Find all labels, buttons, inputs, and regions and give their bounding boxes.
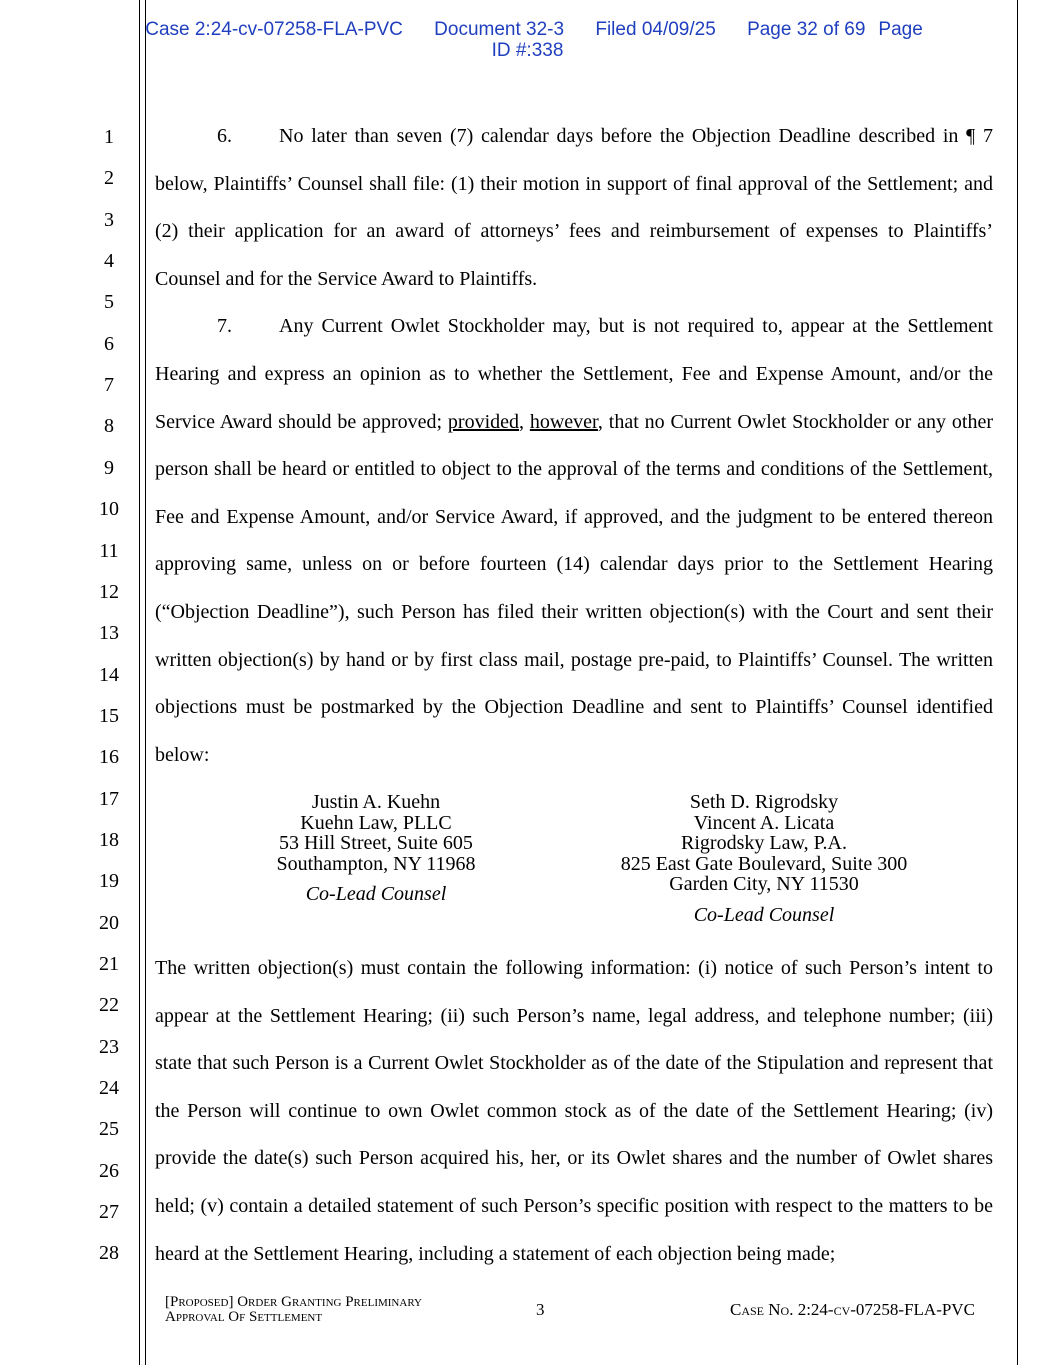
ecf-page-id: ID #:338 <box>491 40 564 61</box>
paragraph-7-text-b: , that no Current Owlet Stockholder or any other person shall be heard or entitled to object to the approval of the terms and conditions of the Settlement, Fee and Expense Amount, and/or Service Award, if approved, and the judgment to be entered thereon approving same, unless on or before fourteen (14) calendar days prior to the Settlement Hearing (“Objection Deadline”), such Person has filed their written objection(s) with the Court and sent their written objection(s) by hand or by first class mail, postage pre-paid, to Plaintiffs’ Counsel. The written objections must be postmarked by the Objection Deadline and sent to Plaintiffs’ Counsel identified below: <box>155 410 993 766</box>
ecf-page-label: Page <box>878 19 923 40</box>
counsel-line: 53 Hill Street, Suite 605 <box>279 832 473 855</box>
line-number: 11 <box>99 539 119 562</box>
line-number: 25 <box>99 1118 119 1141</box>
line-number: 3 <box>104 208 114 231</box>
provided-comma: , <box>519 410 530 433</box>
objection-requirements-paragraph: The written objection(s) must contain the following information: (i) notice of such Person’s intent to appear at the Settlement Hearing; (ii) such Person’s name, legal address, and telephone number; (iii) state that such Person is a Current Owlet Stockholder as of the date of the Stipulation and represent that the Person will continue to own Owlet common stock as of the date of the Settlement Hearing; (iv) provide the date(s) such Person acquired his, her, or its Owlet shares and the number of Owlet shares held; (v) contain a detailed statement of such Person’s specific position with respect to the matters to be heard at the Settlement Hearing, including a statement of each objection being made; <box>155 957 993 1265</box>
line-number: 20 <box>99 911 119 934</box>
paragraph-6-text: No later than seven (7) calendar days before the Objection Deadline described in ¶ 7 below, Plaintiffs’ Counsel shall file: (1) their motion in support of final approval of the Settlement; and (2) their application for an award of attorneys’ fees and reimbursement of expenses to Plaintiffs’ Counsel and for the Service Award to Plaintiffs. <box>155 125 993 290</box>
right-margin-rule <box>1017 0 1018 1365</box>
ecf-filed-date: Filed 04/09/25 <box>595 19 716 40</box>
line-number: 10 <box>99 498 119 521</box>
counsel-line: Southampton, NY 11968 <box>276 852 476 875</box>
line-number: 16 <box>99 746 119 769</box>
counsel-line: Vincent A. Licata <box>693 811 835 834</box>
line-number: 23 <box>99 1035 119 1058</box>
counsel-line: Garden City, NY 11530 <box>669 873 859 896</box>
counsel-line: 825 East Gate Boulevard, Suite 300 <box>620 852 908 875</box>
footer-title-line-1: [Proposed] Order Granting Preliminary <box>165 1294 422 1310</box>
line-number: 26 <box>99 1159 119 1182</box>
ecf-document-number: Document 32-3 <box>434 19 565 40</box>
footer-title-line-2: Approval Of Settlement <box>165 1309 323 1325</box>
line-number: 9 <box>104 456 114 479</box>
line-number: 14 <box>99 663 119 686</box>
line-number: 5 <box>104 291 114 314</box>
body-text-block-2 <box>155 945 993 1278</box>
counsel-role: Co-Lead Counsel <box>305 883 447 906</box>
paragraph-7-number: 7. <box>217 315 232 338</box>
line-number: 4 <box>104 250 114 273</box>
left-margin-rule-inner <box>145 0 146 1365</box>
footer-page-number: 3 <box>536 1300 545 1319</box>
paragraph-6-number: 6. <box>217 125 232 147</box>
footer-case-number: Case No. 2:24-cv-07258-FLA-PVC <box>730 1300 975 1319</box>
paragraph-6 <box>155 113 993 303</box>
line-number: 21 <box>99 953 119 975</box>
footer-document-title <box>165 1295 515 1325</box>
left-margin-rule-outer <box>139 0 140 1365</box>
line-number: 18 <box>99 828 119 851</box>
paragraph-7 <box>155 303 993 779</box>
line-number: 13 <box>99 622 119 645</box>
line-number: 15 <box>99 704 119 727</box>
body-text-block <box>155 113 993 779</box>
provided-term: provided <box>447 410 519 433</box>
however-term: however <box>529 410 598 433</box>
paragraph-7-text-a: Any Current Owlet Stockholder may, but is not required to, appear at the Settlement Hearing and express an opinion as to whether the Settlement, Fee and Expense Amount, and/or the Service Award should be approved; <box>155 315 993 433</box>
line-number: 22 <box>99 994 119 1017</box>
counsel-line: Justin A. Kuehn <box>311 791 441 813</box>
line-number: 1 <box>104 126 114 148</box>
counsel-block-kuehn <box>236 792 516 905</box>
line-number: 19 <box>99 870 119 893</box>
ecf-page-count: Page 32 of 69 <box>747 19 866 40</box>
line-number: 7 <box>104 374 114 397</box>
counsel-line: Kuehn Law, PLLC <box>300 811 452 834</box>
line-number: 28 <box>99 1242 119 1265</box>
line-number: 2 <box>104 167 114 190</box>
ecf-header-stamp <box>0 19 1055 61</box>
counsel-line: Seth D. Rigrodsky <box>689 791 839 813</box>
line-number: 24 <box>99 1077 119 1100</box>
line-number: 12 <box>99 580 119 603</box>
counsel-line: Rigrodsky Law, P.A. <box>681 832 847 855</box>
line-number: 27 <box>99 1201 119 1224</box>
line-number: 6 <box>104 332 114 355</box>
counsel-block-rigrodsky <box>574 792 954 926</box>
counsel-role: Co-Lead Counsel <box>693 903 835 926</box>
ecf-header-line-1 <box>0 19 1055 40</box>
ecf-case-number: Case 2:24-cv-07258-FLA-PVC <box>145 19 403 40</box>
line-number: 8 <box>104 415 114 438</box>
line-number: 17 <box>99 787 119 810</box>
